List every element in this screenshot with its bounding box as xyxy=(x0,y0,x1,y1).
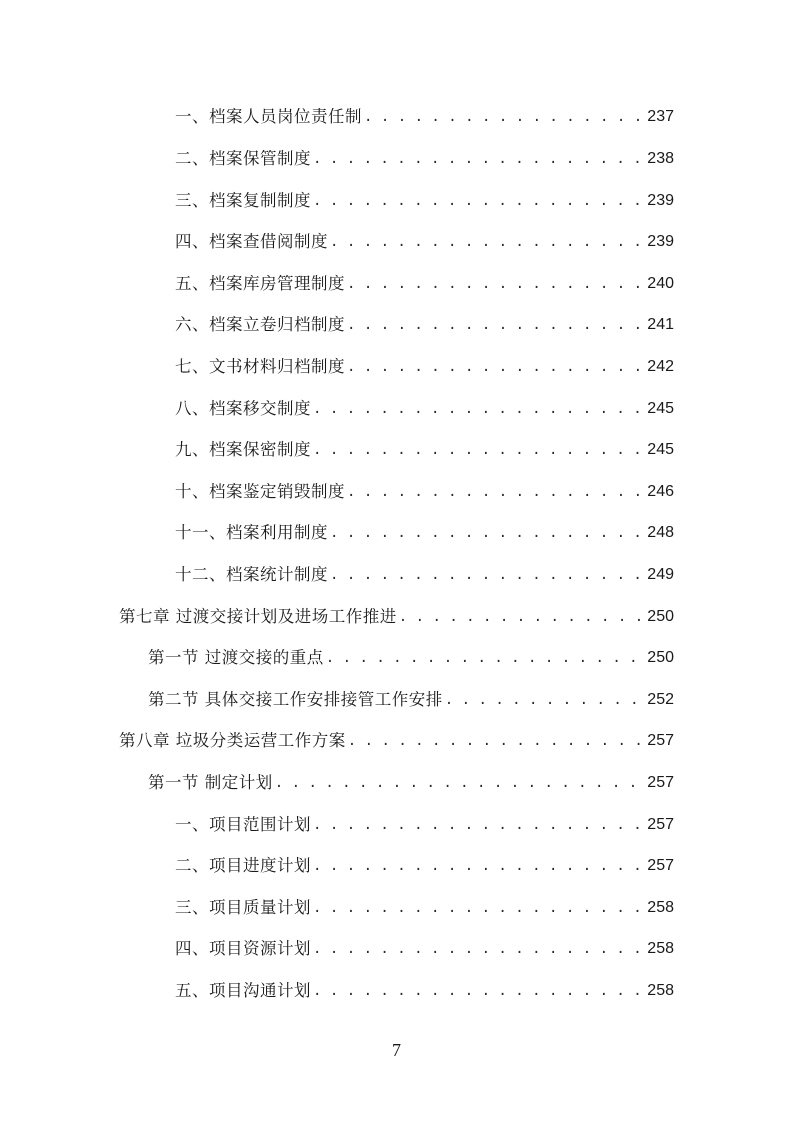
toc-section-entry xyxy=(148,685,674,715)
toc-entry xyxy=(175,851,674,881)
toc-dot-leader xyxy=(326,643,640,673)
toc-entry-page: 257 xyxy=(647,816,674,833)
toc-entry-title: 二、项目进度计划 xyxy=(175,856,311,875)
toc-entry-title: 七、文书材料归档制度 xyxy=(175,357,345,376)
page-number: 7 xyxy=(392,1040,401,1060)
toc-dot-leader xyxy=(275,768,640,798)
toc-entry-title: 五、档案库房管理制度 xyxy=(175,274,345,293)
toc-entry-page: 237 xyxy=(647,108,674,125)
toc-dot-leader xyxy=(313,810,640,840)
toc-dot-leader xyxy=(330,227,640,257)
toc-entry-title: 第一节 制定计划 xyxy=(148,773,273,792)
toc-dot-leader xyxy=(313,394,640,424)
toc-entry-page: 245 xyxy=(647,441,674,458)
toc-entry xyxy=(175,435,674,465)
toc-dot-leader xyxy=(399,602,640,632)
toc-entry xyxy=(175,144,674,174)
toc-dot-leader xyxy=(313,851,640,881)
toc-entry xyxy=(175,186,674,216)
toc-entry-title: 十一、档案利用制度 xyxy=(175,523,328,542)
toc-dot-leader xyxy=(313,144,640,174)
toc-entry xyxy=(175,394,674,424)
toc-entry-page: 241 xyxy=(647,316,674,333)
toc-entry-page: 248 xyxy=(647,524,674,541)
toc-entry-page: 258 xyxy=(647,899,674,916)
toc-dot-leader xyxy=(313,186,640,216)
toc-section-entry xyxy=(148,643,674,673)
toc-entry-page: 245 xyxy=(647,400,674,417)
toc-chapter-entry xyxy=(119,602,674,632)
toc-entry-title: 九、档案保密制度 xyxy=(175,440,311,459)
toc-dot-leader xyxy=(313,976,640,1006)
toc-entry xyxy=(175,227,674,257)
toc-entry-title: 第一节 过渡交接的重点 xyxy=(148,648,324,667)
toc-entry-title: 十二、档案统计制度 xyxy=(175,565,328,584)
toc-entry-title: 八、档案移交制度 xyxy=(175,399,311,418)
toc-entry-page: 242 xyxy=(647,358,674,375)
toc-entry-page: 239 xyxy=(647,233,674,250)
toc-entry-title: 一、档案人员岗位责任制 xyxy=(175,107,362,126)
toc-entry-title: 五、项目沟通计划 xyxy=(175,981,311,1000)
toc-dot-leader xyxy=(313,893,640,923)
toc-entry-page: 250 xyxy=(647,649,674,666)
toc-entry xyxy=(175,976,674,1006)
toc-dot-leader xyxy=(313,934,640,964)
toc-dot-leader xyxy=(347,477,640,507)
toc-entry xyxy=(175,934,674,964)
toc-entry-page: 246 xyxy=(647,483,674,500)
toc-entry-page: 258 xyxy=(647,982,674,999)
toc-dot-leader xyxy=(347,269,640,299)
toc-entry xyxy=(175,560,674,590)
toc-dot-leader xyxy=(347,310,640,340)
toc-entry-title: 二、档案保管制度 xyxy=(175,149,311,168)
toc-entry-title: 十、档案鉴定销毁制度 xyxy=(175,482,345,501)
toc-dot-leader xyxy=(347,352,640,382)
toc-chapter-entry xyxy=(119,726,674,756)
toc-entry-title: 三、项目质量计划 xyxy=(175,898,311,917)
toc-dot-leader xyxy=(364,102,640,132)
toc-dot-leader xyxy=(330,560,640,590)
toc-entry-page: 252 xyxy=(647,691,674,708)
toc-entry-page: 250 xyxy=(647,608,674,625)
toc-entry xyxy=(175,477,674,507)
toc-entry-title: 第二节 具体交接工作安排接管工作安排 xyxy=(148,690,443,709)
toc-entry-page: 257 xyxy=(647,732,674,749)
toc-entry xyxy=(175,518,674,548)
toc-entry-page: 257 xyxy=(647,774,674,791)
toc-section-entry xyxy=(148,768,674,798)
toc-entry-title: 一、项目范围计划 xyxy=(175,815,311,834)
toc-entry-page: 258 xyxy=(647,940,674,957)
toc-dot-leader xyxy=(445,685,640,715)
toc-entry xyxy=(175,352,674,382)
toc-entry xyxy=(175,102,674,132)
toc-entry-title: 第八章 垃圾分类运营工作方案 xyxy=(119,731,346,750)
toc-dot-leader xyxy=(313,435,640,465)
toc-entry xyxy=(175,810,674,840)
toc-entry-title: 三、档案复制制度 xyxy=(175,191,311,210)
toc-entry xyxy=(175,269,674,299)
toc-entry-title: 六、档案立卷归档制度 xyxy=(175,315,345,334)
toc-entry xyxy=(175,310,674,340)
toc-entry-page: 239 xyxy=(647,192,674,209)
toc-entry-title: 四、项目资源计划 xyxy=(175,939,311,958)
toc-dot-leader xyxy=(330,518,640,548)
toc-entry-page: 240 xyxy=(647,275,674,292)
toc-entry-page: 257 xyxy=(647,857,674,874)
toc-entry-page: 238 xyxy=(647,150,674,167)
toc-entry xyxy=(175,893,674,923)
toc-entry-page: 249 xyxy=(647,566,674,583)
toc-dot-leader xyxy=(348,726,640,756)
toc-entry-title: 第七章 过渡交接计划及进场工作推进 xyxy=(119,607,397,626)
toc-entry-title: 四、档案查借阅制度 xyxy=(175,232,328,251)
